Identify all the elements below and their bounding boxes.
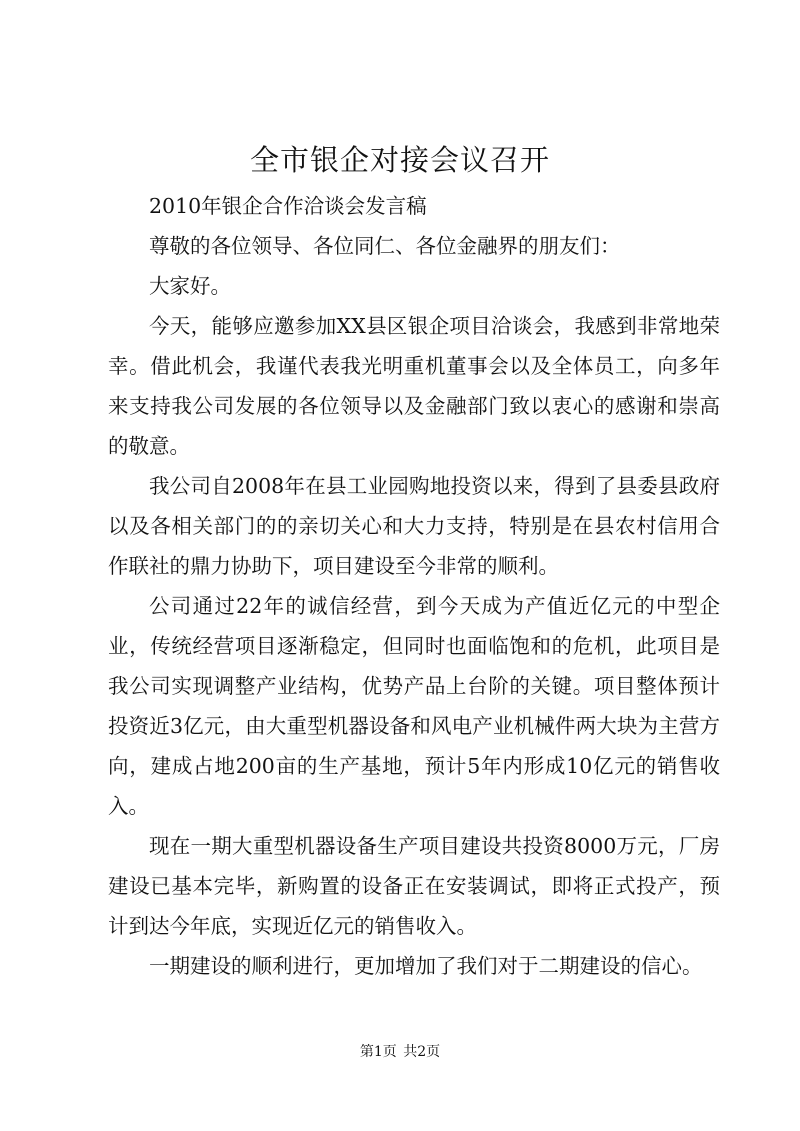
document-body [108, 186, 720, 986]
paragraph-salutation: 尊敬的各位领导、各位同仁、各位金融界的朋友们： [149, 234, 621, 258]
page-footer [0, 1042, 800, 1062]
paragraph-greeting: 大家好。 [149, 274, 231, 298]
paragraph-project-overview: 公司通过22年的诚信经营，到今天成为产值近亿元的中型企业，传统经营项目逐渐稳定，但同时也面临饱和的危机，此项目是我公司实现调整产业结构，优势产品上台阶的关键。项目整体预计投资近3亿元，由大重型机器设备和风电产业机械件两大块为主营方向，建成占地200亩的生产基地，预计5年内形成10亿元的销售收入。 [108, 594, 720, 818]
paragraph-intro: 今天，能够应邀参加XX县区银企项目洽谈会，我感到非常地荣幸。借此机会，我谨代表我光明重机董事会以及全体员工，向多年来支持我公司发展的各位领导以及金融部门致以衷心的感谢和崇高的敬意。 [108, 314, 720, 458]
page-number: 第1页 [359, 1044, 397, 1060]
paragraph-company-history: 我公司自2008年在县工业园购地投资以来，得到了县委县政府以及各相关部门的的亲切关心和大力支持，特别是在县农村信用合作联社的鼎力协助下，项目建设至今非常的顺利。 [108, 474, 720, 578]
page-total: 共2页 [403, 1044, 441, 1060]
paragraph-phase-one: 现在一期大重型机器设备生产项目建设共投资8000万元，厂房建设已基本完毕，新购置的设备正在安装调试，即将正式投产，预计到达今年底，实现近亿元的销售收入。 [108, 834, 720, 938]
document-title: 全市银企对接会议召开 [249, 143, 550, 177]
paragraph-confidence: 一期建设的顺利进行，更加增加了我们对于二期建设的信心。 [149, 954, 703, 978]
paragraph-subtitle: 2010年银企合作洽谈会发言稿 [149, 194, 427, 218]
